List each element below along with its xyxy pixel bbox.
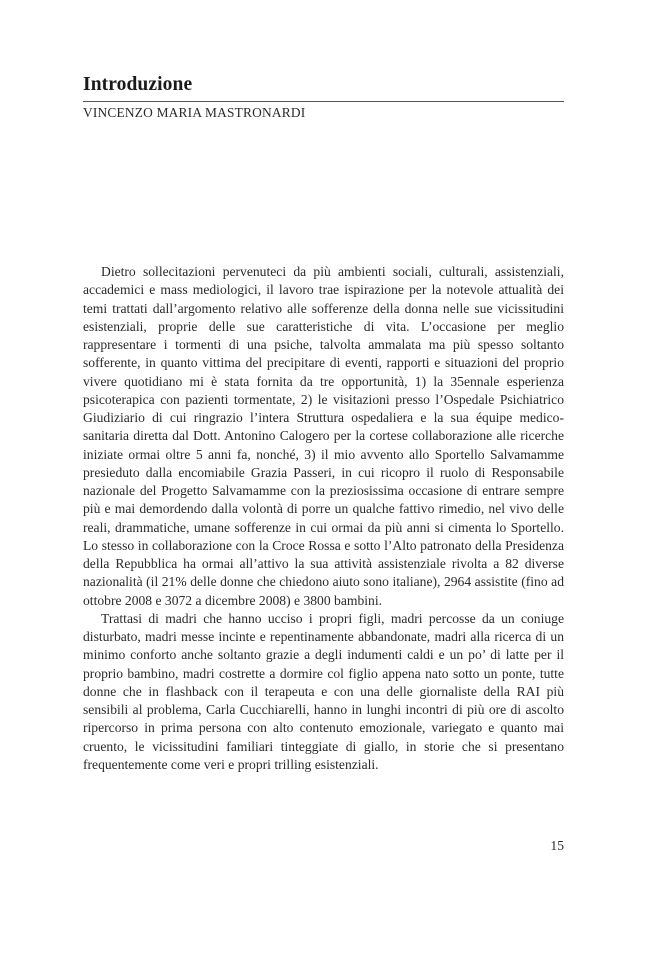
paragraph-1: Dietro sollecitazioni pervenuteci da più ambienti sociali, culturali, assistenziali, accademici e mass mediologici, il lavoro trae ispirazione per la notevole attualità dei temi trattati dall’argomento relativo alle sofferenze della donna nelle sue vicissitudini esistenziali, proprie delle sue caratteristiche di vita. L’occasione per meglio rappresentare i tormenti di una psiche, talvolta ammalata ma più spesso soltanto sofferente, in quanto vittima del precipitare di eventi, rapporti e situazioni del proprio vivere quotidiano mi è stata fornita da tre opportunità, 1) la 35ennale esperienza psicoterapica con pazienti tormentate, 2) le visitazioni presso l’Ospedale Psichiatrico Giudiziario di cui ringrazio l’intera Struttura ospedaliera e la sua équipe medico-sanitaria diretta dal Dott. Antonino Calogero per la cortese collaborazione alle ricerche iniziate ormai oltre 5 anni fa, nonché, 3) il mio avvento allo Sportello Salvamamme presieduto dalla encomiabile Grazia Passeri, in cui ricopro il ruolo di Responsabile nazionale del Progetto Salvamamme con la preziosissima occasione di entrare sempre più e mai demordendo dalla volontà di porre un qualche fattivo rimedio, nel vivo delle reali, drammatiche, umane sofferenze in cui ormai da più anni si cimenta lo Sportello. Lo stesso in collaborazione con la Croce Rossa e sotto l’Alto patronato della Presidenza della Repubblica ha ormai all’attivo la sua attività assistenziale rivolta a 82 diverse nazionalità (il 21% delle donne che chiedono aiuto sono italiane), 2964 assistite (fino ad ottobre 2008 e 3072 a dicembre 2008) e 3800 bambini.	[83, 264, 564, 608]
page-number: 15	[550, 838, 564, 853]
paragraph-2: Trattasi di madri che hanno ucciso i propri figli, madri percosse da un coniuge disturbato, madri messe incinte e repentinamente abbandonate, madri alla ricerca di un minimo conforto anche soltanto grazie a degli indumenti caldi e un po’ di latte per il proprio bambino, madri costrette a dormire col figlio appena nato sotto un ponte, tutte donne che in flashback con il terapeuta e con una delle giornaliste della RAI più sensibili al problema, Carla Cucchiarelli, hanno in lunghi incontri di più ore di ascolto ripercorso in prima persona con alto contenuto emozionale, variegato e quanto mai cruento, le vicissitudini familiari tinteggiate di giallo, in storie che si presentano frequentemente come veri e propri trilling esistenziali.	[83, 610, 564, 772]
chapter-title: Introduzione	[83, 74, 193, 95]
author-name: VINCENZO MARIA MASTRONARDI	[83, 105, 306, 120]
header-rule	[83, 101, 564, 102]
body-text	[83, 263, 564, 774]
